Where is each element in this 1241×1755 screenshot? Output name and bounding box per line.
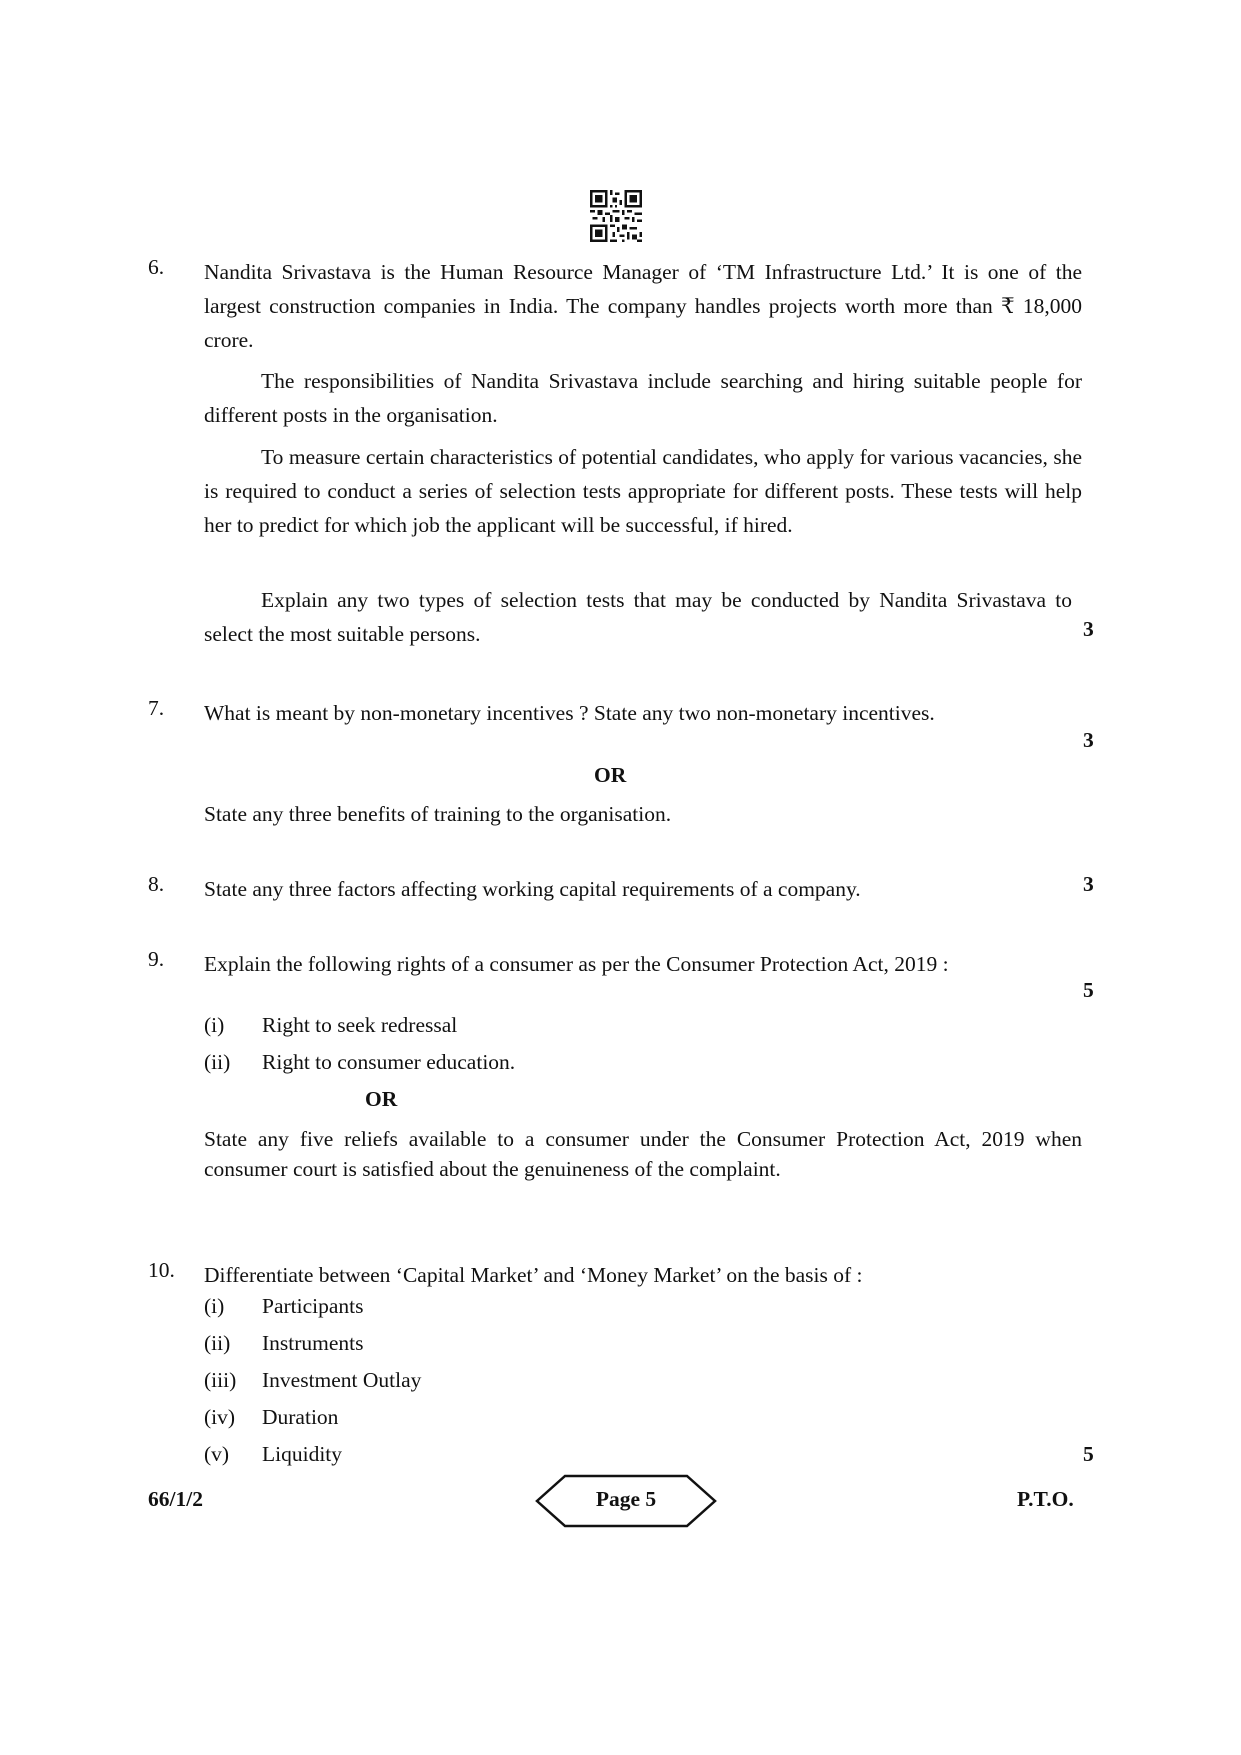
question-8-marks: 3 [1083,872,1094,896]
question-10-item-label: (i) [204,1294,225,1318]
question-10-item-text: Liquidity [262,1442,343,1466]
question-6-marks: 3 [1083,617,1094,641]
paper-code: 66/1/2 [148,1487,203,1511]
question-7-or: OR [594,763,627,787]
question-10-item-text: Duration [262,1405,339,1429]
question-8-number: 8. [148,872,165,896]
question-9-text: Explain the following rights of a consumer as per the Consumer Protection Act, 2019 : [204,952,949,976]
question-10-number: 10. [148,1258,175,1282]
pto-label: P.T.O. [1017,1487,1074,1511]
question-9-item-label: (ii) [204,1050,231,1074]
question-10-text: Differentiate between ‘Capital Market’ and ‘Money Market’ on the basis of : [204,1263,863,1287]
question-10-item-text: Investment Outlay [262,1368,422,1392]
question-8-text: State any three factors affecting working capital requirements of a company. [204,877,861,901]
question-10-item-text: Participants [262,1294,364,1318]
question-9-item-text: Right to seek redressal [262,1013,458,1037]
question-9-number: 9. [148,947,165,971]
question-6-paragraph-3: To measure certain characteristics of potential candidates, who apply for various vacancies, she is required to conduct a series of selection tests appropriate for different posts. These tests will help her to predict for which job the applicant will be successful, if hired. [204,445,1082,537]
question-9-alternative: State any five reliefs available to a consumer under the Consumer Protection Act, 2019 when consumer court is satisfied about the genuineness of the complaint. [204,1127,1082,1181]
question-7-text: What is meant by non-monetary incentives ? State any two non-monetary incentives. [204,701,935,725]
question-10-item-label: (iv) [204,1405,236,1429]
question-9-or: OR [365,1087,398,1111]
question-9-item-label: (i) [204,1013,225,1037]
question-7-marks: 3 [1083,728,1094,752]
question-10-item-text: Instruments [262,1331,364,1355]
question-10-item-label: (ii) [204,1331,231,1355]
question-6-paragraph-2: The responsibilities of Nandita Srivastava include searching and hiring suitable people for different posts in the organisation. [204,369,1082,427]
question-10-item-label: (v) [204,1442,230,1466]
question-7-alternative: State any three benefits of training to the organisation. [204,802,672,826]
question-7-number: 7. [148,696,165,720]
qr-code-icon [590,190,642,242]
question-6-paragraph-4: Explain any two types of selection tests that may be conducted by Nandita Srivastava to select the most suitable persons. [204,588,1072,646]
question-10-item-label: (iii) [204,1368,237,1392]
question-9-item-text: Right to consumer education. [262,1050,516,1074]
page-number: Page 5 [595,1487,657,1511]
question-9-marks: 5 [1083,978,1094,1002]
question-6-number: 6. [148,255,165,279]
question-6-paragraph-1: Nandita Srivastava is the Human Resource Manager of ‘TM Infrastructure Ltd.’ It is one of the largest construction companies in India. The company handles projects worth more than ₹ 18,000 crore. [204,260,1082,352]
question-10-marks: 5 [1083,1442,1094,1466]
